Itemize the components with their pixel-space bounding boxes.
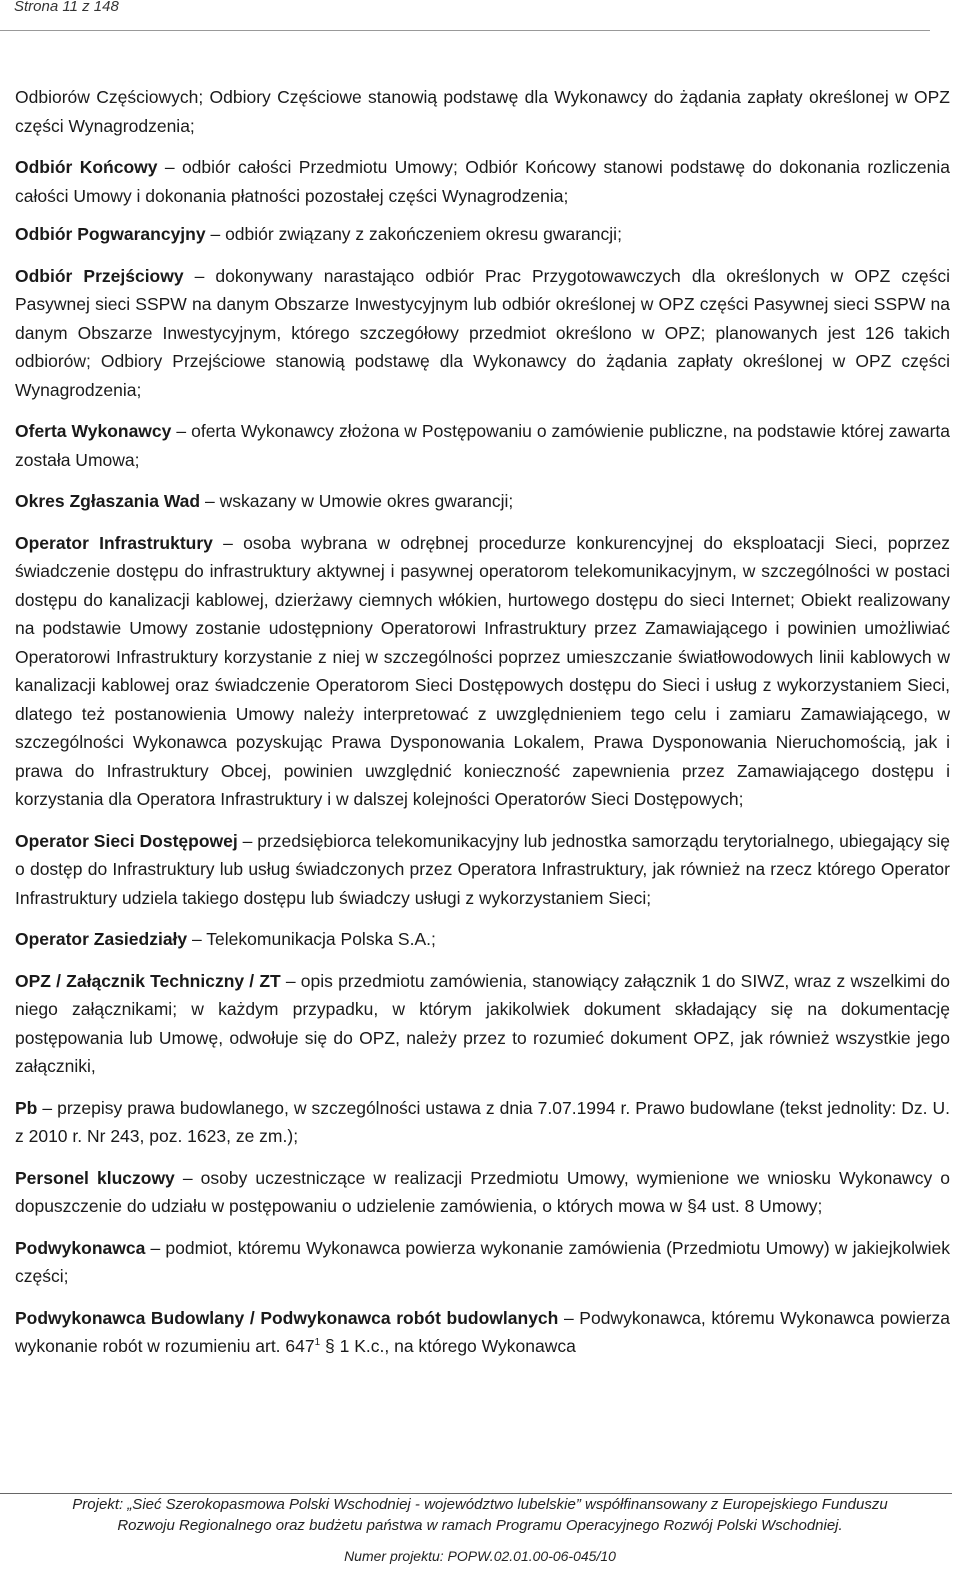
definition-term: OPZ / Załącznik Techniczny / ZT xyxy=(15,970,281,991)
definition-entry xyxy=(15,83,950,140)
definition-term: Odbiór Przejściowy xyxy=(15,265,184,286)
definition-text: przedsiębiorca telekomunikacyjny lub jednostka samorządu terytorialnego, ubiegający się o dostęp do Infrastruktury lub usług świadczonych przez Operatora Infrastruktury, jak również na rzecz którego Operator Infrastruktury udziela takiego dostępu lub świadczy usługi z wykorzystaniem Sieci; xyxy=(15,830,950,908)
definition-term: Personel kluczowy xyxy=(15,1167,175,1188)
definition-term: Podwykonawca Budowlany / Podwykonawca robót budowlanych xyxy=(15,1307,559,1328)
definition-entry xyxy=(15,1164,950,1221)
definition-dash: – xyxy=(174,1167,201,1188)
definition-entry xyxy=(15,529,950,814)
definition-text: osoba wybrana w odrębnej procedurze konkurencyjnej do eksploatacji Sieci, poprzez świadczenie dostępu do infrastruktury aktywnej i pasywnej operatorom telekomunikacyjnym, w szczególności w postaci dostępu do kanalizacji kablowej, dzierżawy ciemnych włókien, hurtowego dostępu do sieci Internet; Obiekt realizowany na podstawie Umowy zostanie udostępniony Operatorowi Infrastruktury przez Zamawiającego i powinien umożliwiać Operatorowi Infrastruktury korzystanie z niej w szczególności poprzez umieszczanie światłowodowych linii kablowych w kanalizacji kablowej oraz świadczenie Operatorom Sieci Dostępowych dostępu do Sieci i usług z wykorzystaniem Sieci, dlatego też postanowienia Umowy należy interpretować z uwzględnieniem tego celu i zamiaru Zamawiającego, w szczególności Wykonawca pozyskując Prawa Dysponowania Lokalem, Prawa Dysponowania Nieruchomością, jak i prawa do Infrastruktury Obcej, powinien uwzględnić konieczność zapewnienia przez Zamawiającego dostępu i korzystania dla Operatora Infrastruktury i w dalszej kolejności Operatorów Sieci Dostępowych; xyxy=(15,532,951,809)
definition-entry xyxy=(15,1304,950,1361)
definition-text: odbiór całości Przedmiotu Umowy; Odbiór Końcowy stanowi podstawę do dokonania rozliczenia całości Umowy i dokonania płatności pozostałej części Wynagrodzenia; xyxy=(15,157,951,206)
definition-term: Pb xyxy=(15,1097,38,1118)
definition-text: Odbiorów Częściowych; Odbiory Częściowe stanowią podstawę dla Wykonawcy do żądania zapłaty określonej w OPZ części Wynagrodzenia; xyxy=(15,87,950,136)
definition-dash: – xyxy=(205,224,226,244)
footnote-superscript: 1 xyxy=(314,1337,321,1349)
definition-entry xyxy=(15,967,950,1081)
page-number-label: Strona 11 z 148 xyxy=(14,0,119,15)
footer-project-line: Projekt: „Sieć Szerokopasmowa Polski Wschodniej - województwo lubelskie” współfinansowany z Europejskiego Funduszu xyxy=(72,1496,888,1513)
footer-funding-line: Rozwoju Regionalnego oraz budżetu państwa w ramach Programu Operacyjnego Rozwój Polski Wschodniej. xyxy=(117,1517,843,1534)
definition-entry xyxy=(15,153,950,210)
definition-dash: – xyxy=(37,1097,58,1118)
definition-dash: – xyxy=(171,421,192,441)
definition-dash: – xyxy=(280,970,301,991)
definition-text: osoby uczestniczące w realizacji Przedmiotu Umowy, wymienione we wniosku Wykonawcy o dopuszczenie do udziału w postępowaniu o udzielenie zamówienia, o których mowa w §4 ust. 8 Umowy; xyxy=(15,1167,950,1216)
definition-entry xyxy=(15,262,950,405)
definition-term: Odbiór Pogwarancyjny xyxy=(15,224,206,244)
definition-dash: – xyxy=(558,1307,580,1328)
definition-term: Oferta Wykonawcy xyxy=(15,421,172,441)
definition-dash: – xyxy=(200,491,220,511)
definition-text: opis przedmiotu zamówienia, stanowiący załącznik 1 do SIWZ, wraz z wszelkimi do niego załącznikami; w każdym przypadku, w którym jakikolwiek dokument składający się na dokumentację postępowania lub Umowę, odwołuje się do OPZ, należy przez to rozumieć dokument OPZ, jak również wszystkie jego załączniki, xyxy=(15,970,950,1076)
definition-entry xyxy=(15,1234,950,1291)
definition-entry xyxy=(15,925,950,954)
definition-text: podmiot, któremu Wykonawca powierza wykonanie zamówienia (Przedmiotu Umowy) w jakiejkolwiek części; xyxy=(15,1237,950,1286)
definition-term: Okres Zgłaszania Wad xyxy=(15,491,201,511)
footer-project-number: Numer projektu: POPW.02.01.00-06-045/10 xyxy=(344,1548,616,1564)
definition-entry xyxy=(15,220,950,249)
footer-divider xyxy=(0,1493,952,1494)
definition-dash: – xyxy=(212,532,244,553)
definition-dash: – xyxy=(187,929,207,949)
definition-text-continued: § 1 K.c., na którego Wykonawca xyxy=(320,1336,576,1356)
definition-entry xyxy=(15,1094,950,1151)
definition-dash: – xyxy=(157,157,182,177)
definition-entry xyxy=(15,827,950,913)
header-divider xyxy=(0,30,930,31)
definition-text: dokonywany narastająco odbiór Prac Przygotowawczych dla określonych w OPZ części Pasywnej sieci SSPW na danym Obszarze Inwestycyjnym lub odbiór określonej w OPZ części Pasywnej sieci SSPW na danym Obszarze Inwestycyjnym, którego szczegółowy przedmiot określono w OPZ; planowanych jest 126 takich odbiorów; Odbiory Przejściowe stanowią podstawę dla Wykonawcy do żądania zapłaty określonej w OPZ części Wynagrodzenia; xyxy=(15,265,950,400)
definition-term: Operator Infrastruktury xyxy=(15,532,213,553)
definition-text: przepisy prawa budowlanego, w szczególności ustawa z dnia 7.07.1994 r. Prawo budowlane (tekst jednolity: Dz. U. z 2010 r. Nr 243, poz. 1623, ze zm.); xyxy=(15,1097,950,1146)
definition-text: Podwykonawca, któremu Wykonawca powierza wykonanie robót w rozumieniu art. 647 xyxy=(15,1307,950,1356)
definition-term: Odbiór Końcowy xyxy=(15,157,158,177)
definition-entry xyxy=(15,487,950,516)
definition-dash: – xyxy=(183,265,216,286)
definition-term: Podwykonawca xyxy=(15,1237,146,1258)
definition-text: oferta Wykonawcy złożona w Postępowaniu o zamówienie publiczne, na podstawie której zawarta została Umowa; xyxy=(15,421,950,470)
definition-dash: – xyxy=(145,1237,166,1258)
definition-term: Operator Sieci Dostępowej xyxy=(15,830,238,851)
definition-entry xyxy=(15,417,950,474)
definition-text: odbiór związany z zakończeniem okresu gwarancji; xyxy=(225,224,622,244)
definition-text: wskazany w Umowie okres gwarancji; xyxy=(219,491,514,511)
definitions-list xyxy=(15,83,950,1374)
definition-dash: – xyxy=(237,830,258,851)
definition-term: Operator Zasiedziały xyxy=(15,929,188,949)
definition-text: Telekomunikacja Polska S.A.; xyxy=(206,929,436,949)
